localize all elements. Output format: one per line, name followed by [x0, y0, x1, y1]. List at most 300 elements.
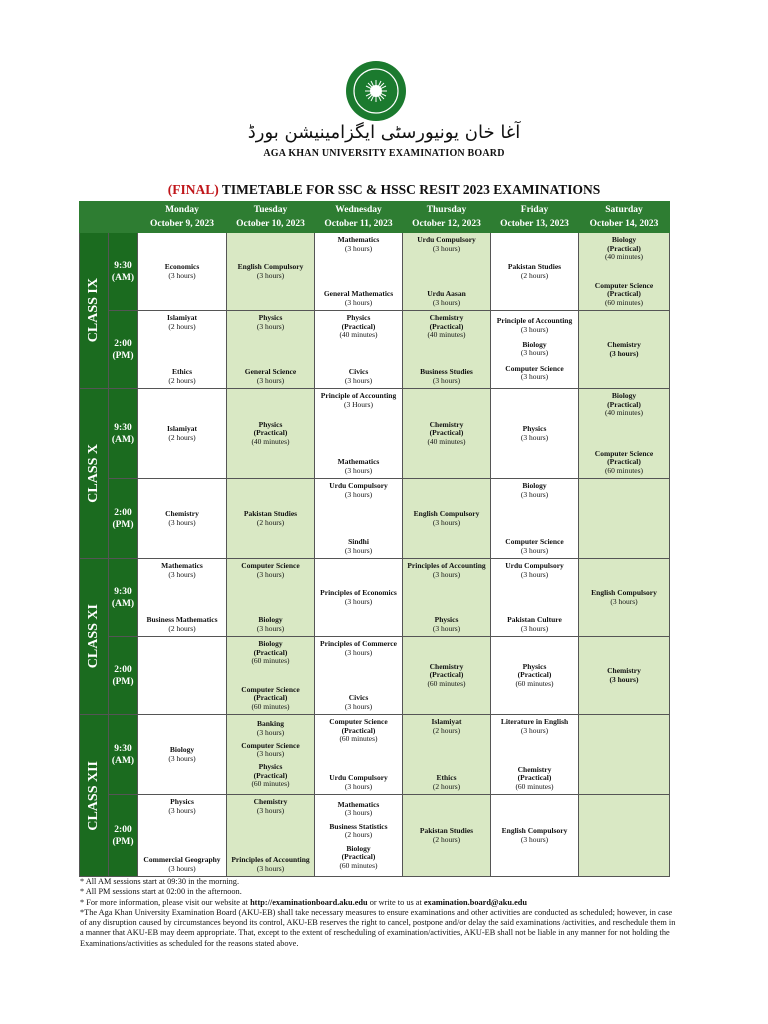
website-link[interactable]: http://examinationboard.aku.edu — [250, 897, 368, 907]
exam-subject-note: (Practical) — [429, 428, 464, 438]
exam-cell-content — [403, 389, 490, 478]
session-period: (PM) — [112, 350, 134, 361]
exam-entry — [228, 856, 313, 873]
session-time — [109, 795, 138, 877]
exam-subject: Pakistan Studies — [243, 509, 298, 518]
exam-entry — [404, 510, 489, 527]
exam-subject: Principles of Economics — [320, 588, 397, 597]
exam-duration: (60 minutes) — [604, 297, 644, 307]
exam-subject: Biology — [522, 339, 547, 349]
exam-entry — [228, 720, 313, 737]
exam-subject: Physics — [258, 419, 283, 429]
exam-subject: Commercial Geography — [143, 855, 221, 864]
exam-entry — [139, 425, 225, 442]
day-header-friday — [491, 202, 579, 233]
exam-cell-content — [138, 389, 226, 478]
exam-entry — [580, 667, 668, 684]
exam-subject: Chemistry — [429, 313, 464, 322]
exam-entry — [228, 421, 313, 447]
exam-cell-content — [138, 559, 226, 636]
exam-cell-content — [315, 311, 402, 388]
exam-duration: (3 hours) — [432, 569, 461, 579]
exam-cell — [227, 715, 315, 795]
exam-cell-content — [403, 479, 490, 558]
exam-cell-content — [227, 389, 314, 478]
exam-subject: Biology — [611, 235, 637, 244]
exam-cell — [491, 559, 579, 637]
exam-duration: (3 hours) — [256, 805, 285, 815]
exam-subject-note: (Practical) — [517, 773, 552, 782]
exam-cell — [403, 715, 491, 795]
exam-entry — [228, 562, 313, 579]
exam-cell — [227, 311, 315, 389]
exam-subject: Chemistry — [607, 340, 641, 349]
exam-entry — [492, 317, 577, 334]
exam-cell — [579, 715, 670, 795]
exam-subject: Urdu Compulsory — [505, 561, 564, 570]
exam-subject: Computer Science — [329, 717, 388, 726]
exam-duration: (40 minutes) — [339, 330, 378, 339]
exam-cell-content — [138, 311, 226, 388]
exam-entry — [316, 845, 401, 871]
exam-subject: Chemistry — [607, 666, 641, 675]
exam-entry — [228, 314, 313, 331]
session-time — [109, 389, 138, 479]
exam-cell — [315, 559, 403, 637]
exam-entry — [316, 774, 401, 791]
aku-logo — [345, 60, 407, 122]
exam-subject: Chemistry — [429, 419, 464, 429]
exam-duration: (60 minutes) — [515, 678, 554, 688]
exam-subject: Islamiyat — [167, 313, 197, 322]
exam-subject: Urdu Aasan — [427, 289, 466, 298]
exam-cell — [403, 311, 491, 389]
exam-cell-content — [315, 389, 402, 478]
exam-subject: Urdu Compulsory — [329, 773, 388, 782]
exam-cell-content — [403, 311, 490, 388]
exam-duration: (60 minutes) — [251, 779, 290, 789]
exam-cell — [227, 389, 315, 479]
final-label: (FINAL) — [167, 182, 219, 197]
exam-subject: Computer Science — [505, 363, 564, 373]
exam-cell-content — [227, 233, 314, 310]
exam-entry — [316, 589, 401, 606]
exam-subject: Principle of Accounting — [496, 316, 573, 326]
exam-entry — [228, 510, 313, 527]
exam-entry — [404, 290, 489, 307]
exam-duration: (60 minutes) — [515, 781, 554, 791]
exam-cell — [138, 233, 227, 311]
exam-duration: (3 hours) — [256, 749, 285, 759]
exam-entry — [492, 766, 577, 792]
exam-entry — [492, 562, 577, 579]
exam-duration: (60 minutes) — [604, 465, 644, 475]
exam-subject: Chemistry — [517, 764, 552, 774]
exam-subject-note: (Practical) — [341, 852, 376, 862]
exam-duration: (3 hours) — [432, 623, 461, 633]
day-name: Friday — [520, 205, 549, 215]
exam-cell-content — [491, 479, 578, 558]
day-date: October 9, 2023 — [150, 219, 214, 229]
note-contact — [80, 898, 680, 908]
exam-cell-content — [491, 559, 578, 636]
exam-cell-content — [227, 559, 314, 636]
exam-duration: (3 hours) — [344, 489, 373, 499]
session-period: (AM) — [111, 598, 135, 609]
exam-cell-content — [315, 715, 402, 794]
header-corner — [80, 202, 138, 233]
day-header-saturday — [579, 202, 670, 233]
exam-entry — [316, 801, 401, 818]
exam-subject: Physics — [522, 424, 547, 433]
session-clock: 2:00 — [114, 824, 132, 835]
exam-entry — [492, 341, 577, 358]
exam-duration: (3 hours) — [610, 596, 638, 606]
exam-subject: English Compulsory — [501, 826, 568, 835]
exam-duration: (3 hours) — [344, 465, 373, 475]
note-pm: * All PM sessions start at 02:00 in the afternoon. — [80, 887, 242, 897]
exam-entry — [316, 290, 401, 307]
exam-subject: Ethics — [171, 367, 192, 376]
exam-subject: Business Mathematics — [146, 615, 218, 624]
exam-subject-note: (Practical) — [607, 243, 641, 253]
exam-subject-note: (Practical) — [253, 770, 288, 780]
exam-cell-content — [491, 389, 578, 478]
exam-subject-note: (3 hours) — [609, 348, 639, 358]
exam-duration: (3 hours) — [520, 324, 549, 334]
exam-entry — [228, 798, 313, 815]
exam-subject: Chemistry — [253, 797, 288, 806]
exam-duration: (3 hours) — [256, 863, 285, 873]
exam-entry — [228, 742, 313, 759]
exam-entry — [404, 562, 489, 579]
exam-entry — [316, 236, 401, 253]
exam-entry — [139, 798, 225, 815]
exam-subject: Principles of Accounting — [231, 855, 310, 864]
exam-subject: Chemistry — [165, 509, 199, 518]
exam-subject: Literature in English — [500, 717, 569, 726]
exam-cell — [315, 311, 403, 389]
exam-subject: Civics — [348, 693, 369, 702]
exam-subject: Computer Science — [594, 280, 654, 290]
session-clock: 9:30 — [114, 422, 132, 433]
exam-entry — [492, 365, 577, 382]
session-clock: 2:00 — [114, 338, 132, 349]
exam-subject: Computer Science — [594, 448, 654, 458]
session-row — [80, 795, 670, 877]
exam-subject: Biology — [258, 639, 283, 648]
exam-subject-note: (Practical) — [253, 647, 288, 657]
exam-cell — [315, 233, 403, 311]
exam-cell — [579, 559, 670, 637]
exam-duration: (3 Hours) — [344, 399, 373, 409]
session-period: (PM) — [112, 519, 134, 530]
exam-subject-note: (Practical) — [253, 428, 288, 438]
class-label — [80, 233, 109, 389]
exam-cell-content — [579, 715, 669, 794]
exam-cell — [491, 715, 579, 795]
exam-cell — [315, 715, 403, 795]
exam-duration: (3 hours) — [344, 375, 373, 385]
day-date: October 10, 2023 — [236, 219, 305, 229]
exam-cell-content — [227, 795, 314, 876]
exam-duration: (3 hours) — [432, 517, 461, 527]
email-link[interactable]: examination.board@aku.edu — [423, 897, 528, 907]
exam-subject: English Compulsory — [237, 262, 304, 271]
exam-subject: Pakistan Studies — [419, 826, 474, 835]
note-contact-text2: or write to us at — [367, 897, 424, 907]
exam-cell — [491, 311, 579, 389]
class-name: CLASS IX — [86, 278, 101, 343]
exam-cell-content — [491, 795, 578, 876]
exam-duration: (2 hours) — [432, 781, 461, 791]
header-row — [80, 202, 670, 233]
exam-cell — [138, 311, 227, 389]
exam-cell-content — [227, 479, 314, 558]
session-time — [109, 559, 138, 637]
exam-cell-content — [579, 233, 669, 310]
exam-cell — [315, 637, 403, 715]
session-row — [80, 715, 670, 795]
exam-duration: (3 hours) — [344, 781, 373, 791]
exam-cell — [138, 637, 227, 715]
exam-cell — [403, 637, 491, 715]
exam-cell-content — [138, 715, 226, 794]
exam-subject: Computer Science — [241, 561, 300, 570]
exam-duration: (3 hours) — [344, 243, 373, 253]
exam-subject: Banking — [256, 719, 285, 729]
session-time — [109, 311, 138, 389]
exam-entry — [139, 746, 225, 763]
exam-entry — [316, 538, 401, 555]
exam-subject-note: (Practical) — [607, 457, 641, 466]
exam-cell-content — [138, 233, 226, 310]
exam-cell — [579, 479, 670, 559]
exam-entry — [228, 263, 313, 280]
exam-subject: Islamiyat — [431, 717, 462, 726]
exam-entry — [228, 640, 313, 666]
exam-subject: Physics — [434, 615, 459, 624]
exam-cell — [491, 637, 579, 715]
timetable — [79, 201, 670, 877]
exam-cell-content — [315, 559, 402, 636]
session-row — [80, 479, 670, 559]
exam-entry — [228, 368, 313, 385]
exam-entry — [228, 686, 313, 712]
exam-cell — [227, 479, 315, 559]
exam-duration: (3 hours) — [168, 517, 196, 527]
exam-cell — [227, 233, 315, 311]
exam-duration: (3 hours) — [344, 596, 373, 606]
exam-entry — [316, 392, 401, 409]
session-clock: 2:00 — [114, 664, 132, 675]
exam-duration: (60 minutes) — [339, 860, 378, 870]
exam-cell — [227, 559, 315, 637]
day-name: Wednesday — [335, 205, 382, 215]
exam-duration: (3 hours) — [168, 805, 196, 815]
day-date: October 14, 2023 — [589, 219, 659, 229]
exam-subject: Biology — [522, 481, 547, 490]
class-label — [80, 559, 109, 715]
exam-subject: Computer Science — [241, 740, 300, 750]
exam-duration: (40 minutes) — [251, 436, 290, 446]
exam-cell-content — [579, 559, 669, 636]
exam-cell-content — [491, 311, 578, 388]
day-name: Tuesday — [253, 205, 288, 215]
exam-cell-content — [227, 311, 314, 388]
exam-duration: (3 hours) — [520, 372, 549, 382]
exam-cell — [227, 795, 315, 877]
session-clock: 9:30 — [114, 743, 132, 754]
exam-entry — [492, 663, 577, 689]
exam-subject: Physics — [258, 313, 283, 322]
exam-entry — [404, 421, 489, 447]
exam-entry — [316, 640, 401, 657]
exam-duration: (3 hours) — [520, 834, 549, 844]
exam-subject-note: (Practical) — [429, 670, 464, 680]
day-date: October 13, 2023 — [500, 219, 569, 229]
exam-duration: (2 hours) — [168, 321, 196, 331]
exam-subject-note: (Practical) — [341, 725, 376, 735]
exam-subject: Physics — [170, 797, 194, 806]
exam-duration: (3 hours) — [344, 701, 373, 711]
page-title — [0, 182, 768, 198]
class-name: CLASS XII — [86, 760, 101, 831]
exam-subject-note: (Practical) — [429, 321, 464, 331]
note-disclaimer: *The Aga Khan University Examination Board (AKU-EB) shall take necessary measures to ensure examinations and other activities are conducted as scheduled; however, in case of any disruption caused by circumstances beyond its control, AKU-EB reserves the right to cancel, postpone and/or delay the said examinations /activities, and reschedule them in a manner that AKU-EB may deem appropriate. That, except to the extent of rescheduling of examination/activities, AKU-EB shall not be liable in any manner for not holding the Examinations/activities as scheduled for the reasons stated above. — [80, 907, 676, 948]
exam-cell — [579, 389, 670, 479]
exam-duration: (3 hours) — [432, 297, 461, 307]
day-name: Monday — [165, 205, 199, 215]
exam-entry — [316, 368, 401, 385]
exam-cell-content — [315, 795, 402, 876]
exam-entry — [492, 827, 577, 844]
exam-entry — [404, 774, 489, 791]
session-time — [109, 715, 138, 795]
exam-entry — [139, 510, 225, 527]
exam-subject: General Science — [244, 367, 297, 376]
exam-subject: Business Statistics — [329, 821, 388, 831]
exam-duration: (2 hours) — [520, 270, 549, 280]
exam-subject: Physics — [522, 661, 547, 671]
exam-duration: (3 hours) — [520, 348, 549, 358]
exam-entry — [580, 392, 668, 418]
exam-cell-content — [491, 637, 578, 714]
exam-entry — [139, 616, 225, 633]
exam-subject: Principles of Commerce — [320, 639, 397, 648]
exam-entry — [580, 589, 668, 606]
exam-entry — [228, 616, 313, 633]
exam-duration: (2 hours) — [168, 432, 196, 442]
board-name: AGA KHAN UNIVERSITY EXAMINATION BOARD — [263, 148, 505, 159]
exam-subject: Mathematics — [337, 235, 380, 244]
exam-entry — [139, 314, 225, 331]
class-label — [80, 389, 109, 559]
exam-subject: Mathematics — [337, 799, 380, 809]
exam-subject: Urdu Compulsory — [417, 235, 476, 244]
exam-duration: (3 hours) — [520, 489, 549, 499]
exam-cell-content — [579, 311, 669, 388]
exam-duration: (60 minutes) — [339, 734, 378, 743]
exam-subject: Sindhi — [348, 537, 369, 546]
exam-subject: Biology — [258, 615, 283, 624]
day-header-tuesday — [227, 202, 315, 233]
exam-duration: (3 hours) — [344, 297, 373, 307]
exam-subject: Biology — [346, 843, 371, 853]
session-period: (AM) — [111, 272, 135, 283]
session-row — [80, 389, 670, 479]
exam-entry — [316, 694, 401, 711]
exam-subject: Biology — [611, 391, 637, 400]
exam-duration: (3 hours) — [168, 863, 196, 873]
exam-entry — [580, 282, 668, 308]
exam-cell — [138, 389, 227, 479]
exam-cell — [491, 479, 579, 559]
exam-duration: (2 hours) — [256, 517, 285, 527]
exam-entry — [139, 263, 225, 280]
day-name: Thursday — [426, 205, 467, 215]
exam-subject: Biology — [169, 745, 195, 754]
exam-duration: (3 hours) — [256, 321, 285, 331]
exam-duration: (60 minutes) — [427, 678, 466, 688]
exam-entry — [316, 314, 401, 340]
exam-entry — [580, 450, 668, 476]
exam-entry — [228, 763, 313, 789]
exam-cell-content — [403, 715, 490, 794]
exam-entry — [139, 562, 225, 579]
exam-entry — [492, 538, 577, 555]
exam-cell-content — [579, 389, 669, 478]
exam-subject-note: (Practical) — [517, 670, 552, 680]
exam-entry — [580, 341, 668, 358]
exam-entry — [492, 425, 577, 442]
exam-subject: Chemistry — [429, 661, 464, 671]
exam-subject: Physics — [346, 313, 371, 322]
exam-entry — [492, 616, 577, 633]
class-name: CLASS X — [86, 444, 101, 503]
exam-cell-content — [491, 233, 578, 310]
exam-duration: (3 hours) — [520, 725, 549, 735]
exam-cell — [403, 795, 491, 877]
exam-duration: (3 hours) — [256, 569, 285, 579]
exam-duration: (3 hours) — [520, 545, 549, 555]
exam-cell — [579, 311, 670, 389]
exam-cell — [491, 233, 579, 311]
exam-cell-content — [403, 559, 490, 636]
exam-subject: Computer Science — [505, 537, 564, 546]
exam-entry — [139, 368, 225, 385]
exam-duration: (3 hours) — [520, 623, 549, 633]
exam-subject: Islamiyat — [167, 424, 197, 433]
note-am: * All AM sessions start at 09:30 in the morning. — [80, 877, 240, 886]
exam-subject-note: (3 hours) — [609, 674, 639, 684]
exam-duration: (2 hours) — [432, 725, 461, 735]
exam-cell-content — [403, 637, 490, 714]
board-name-urdu: آغا خان یونیورسٹی ایگزامینیشن بورڈ — [247, 122, 521, 143]
exam-cell — [138, 795, 227, 877]
exam-entry — [492, 482, 577, 499]
exam-cell — [403, 233, 491, 311]
exam-subject-note: (Practical) — [253, 693, 288, 702]
exam-duration: (3 hours) — [256, 727, 285, 737]
exam-duration: (40 minutes) — [427, 330, 466, 339]
exam-cell — [579, 233, 670, 311]
exam-subject: Pakistan Studies — [507, 262, 562, 271]
exam-subject-note: (Practical) — [341, 321, 376, 331]
exam-subject-note: (Practical) — [607, 289, 641, 298]
exam-subject: Business Studies — [420, 367, 473, 376]
exam-duration: (40 minutes) — [604, 252, 644, 261]
